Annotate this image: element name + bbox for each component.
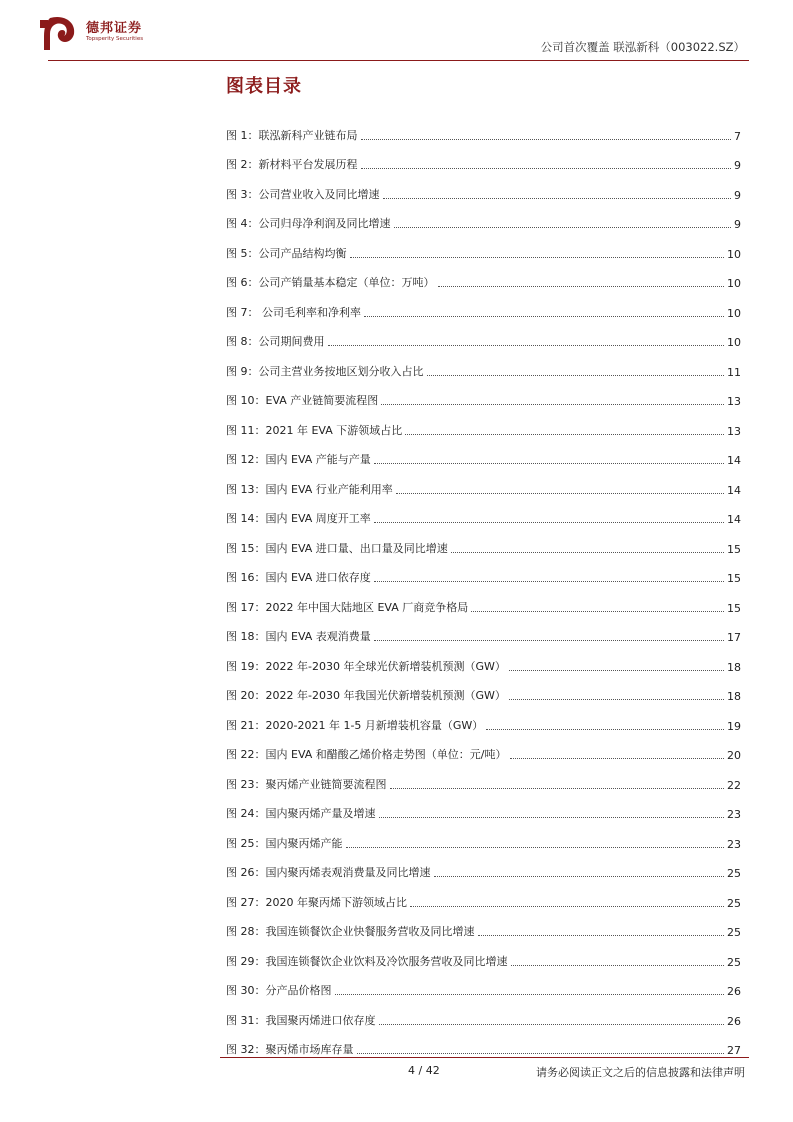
toc-dot-leader: [471, 611, 724, 612]
toc-dot-leader: [509, 670, 724, 671]
toc-entry-title: 图 23：聚丙烯产业链简要流程图: [226, 777, 387, 791]
toc-entry-page: 20: [727, 749, 741, 762]
toc-dot-leader: [328, 345, 725, 346]
toc-entry[interactable]: [226, 261, 741, 291]
toc-entry-page: 13: [727, 424, 741, 438]
toc-dot-leader: [434, 876, 725, 877]
toc-entry[interactable]: [226, 939, 741, 969]
toc-entry[interactable]: [226, 674, 741, 704]
toc-dot-leader: [427, 375, 725, 376]
toc-entry[interactable]: [226, 231, 741, 261]
toc-entry-title: 图 7： 公司毛利率和净利率: [226, 305, 361, 319]
toc-entry[interactable]: [226, 467, 741, 497]
toc-entry[interactable]: [226, 320, 741, 350]
toc-entry-page: 26: [727, 1014, 741, 1028]
toc-dot-leader: [361, 168, 732, 169]
toc-dot-leader: [390, 788, 725, 789]
toc-dot-leader: [396, 493, 724, 494]
toc-entry-title: 图 14：国内 EVA 周度开工率: [226, 512, 371, 525]
toc-entry-page: 19: [727, 719, 741, 733]
toc-dot-leader: [374, 522, 724, 523]
toc-entry-title: 图 24：国内聚丙烯产量及增速: [226, 807, 376, 820]
toc-entry-title: 图 10：EVA 产业链简要流程图: [226, 394, 379, 407]
toc-entry-page: 26: [727, 985, 741, 998]
report-tag: 公司首次覆盖 联泓新科（003022.SZ）: [540, 40, 745, 54]
toc-dot-leader: [478, 935, 725, 936]
toc-entry-title: 图 9：公司主营业务按地区划分收入占比: [226, 364, 424, 378]
toc-entry[interactable]: [226, 202, 741, 232]
toc-entry[interactable]: [226, 792, 741, 822]
toc-entry-title: 图 28：我国连锁餐饮企业快餐服务营收及同比增速: [226, 925, 475, 938]
logo-text: 德邦证券: [86, 21, 143, 36]
toc-dot-leader: [510, 758, 725, 759]
page-number: 4 / 42: [408, 1064, 440, 1077]
toc-entry[interactable]: [226, 438, 741, 468]
disclaimer-note: 请务必阅读正文之后的信息披露和法律声明: [536, 1066, 745, 1079]
toc-entry-page: 27: [727, 1044, 741, 1057]
toc-dot-leader: [335, 994, 725, 995]
toc-entry-page: 15: [727, 542, 741, 556]
toc-entry-page: 9: [734, 159, 741, 172]
toc-entry-title: 图 19：2022 年-2030 年全球光伏新增装机预测（GW）: [226, 659, 506, 673]
toc-entry-page: 14: [727, 483, 741, 497]
toc-dot-leader: [346, 847, 725, 848]
toc-entry-page: 7: [734, 129, 741, 143]
toc-entry-page: 25: [727, 955, 741, 969]
header-divider: [48, 60, 749, 61]
toc-entry[interactable]: [226, 821, 741, 851]
toc-entry[interactable]: [226, 733, 741, 763]
toc-entry-title: 图 1：联泓新科产业链布局: [226, 128, 358, 142]
toc-dot-leader: [394, 227, 732, 228]
toc-entry-page: 22: [727, 778, 741, 792]
toc-entry-title: 图 18：国内 EVA 表观消费量: [226, 630, 371, 643]
logo-subtext: Topsperity Securities: [86, 36, 144, 42]
toc-dot-leader: [350, 257, 725, 258]
toc-entry-title: 图 11：2021 年 EVA 下游领域占比: [226, 423, 403, 437]
toc-entry[interactable]: [226, 998, 741, 1028]
toc-entry-title: 图 12：国内 EVA 产能与产量: [226, 453, 371, 466]
toc-entry-title: 图 15：国内 EVA 进口量、出口量及同比增速: [226, 541, 448, 555]
toc-entry[interactable]: [226, 290, 741, 320]
toc-entry[interactable]: [226, 762, 741, 792]
toc-dot-leader: [364, 316, 724, 317]
toc-entry-page: 23: [727, 837, 741, 851]
toc-entry-title: 图 17：2022 年中国大陆地区 EVA 厂商竞争格局: [226, 600, 469, 614]
toc-dot-leader: [361, 139, 732, 140]
toc-dot-leader: [357, 1053, 725, 1054]
toc-entry-page: 17: [727, 631, 741, 644]
toc-entry-page: 11: [727, 365, 741, 379]
figure-list: [226, 113, 741, 1057]
toc-entry[interactable]: [226, 644, 741, 674]
toc-entry[interactable]: [226, 851, 741, 881]
toc-entry[interactable]: [226, 379, 741, 409]
toc-entry-page: 10: [727, 247, 741, 261]
toc-entry[interactable]: [226, 1028, 741, 1058]
toc-entry-page: 10: [727, 306, 741, 320]
toc-entry[interactable]: [226, 497, 741, 527]
toc-entry-page: 13: [727, 395, 741, 408]
toc-entry-title: 图 13：国内 EVA 行业产能利用率: [226, 482, 393, 496]
toc-entry-page: 25: [727, 867, 741, 880]
toc-dot-leader: [509, 699, 724, 700]
toc-entry[interactable]: [226, 526, 741, 556]
toc-entry[interactable]: [226, 585, 741, 615]
toc-entry-page: 15: [727, 601, 741, 615]
toc-entry-title: 图 32：聚丙烯市场库存量: [226, 1043, 354, 1056]
toc-entry-title: 图 5：公司产品结构均衡: [226, 246, 347, 260]
toc-entry-title: 图 16：国内 EVA 进口依存度: [226, 571, 371, 584]
toc-entry-title: 图 22：国内 EVA 和醋酸乙烯价格走势图（单位：元/吨）: [226, 748, 507, 761]
toc-entry[interactable]: [226, 703, 741, 733]
toc-entry[interactable]: [226, 615, 741, 645]
toc-entry-page: 18: [727, 660, 741, 674]
toc-dot-leader: [511, 965, 725, 966]
toc-entry-page: 18: [727, 690, 741, 703]
toc-entry-page: 25: [727, 896, 741, 910]
toc-entry-title: 图 20：2022 年-2030 年我国光伏新增装机预测（GW）: [226, 689, 506, 702]
company-logo: [38, 14, 148, 54]
toc-entry-page: 23: [727, 808, 741, 821]
toc-entry[interactable]: [226, 408, 741, 438]
toc-entry-page: 9: [734, 218, 741, 231]
section-title: 图表目录: [226, 76, 302, 97]
toc-entry-page: 25: [727, 926, 741, 939]
toc-entry-title: 图 4：公司归母净利润及同比增速: [226, 217, 391, 230]
toc-entry-title: 图 21：2020-2021 年 1-5 月新增装机容量（GW）: [226, 718, 484, 732]
toc-entry[interactable]: [226, 172, 741, 202]
toc-entry-page: 10: [727, 336, 741, 349]
footer-divider: [220, 1057, 749, 1058]
toc-dot-leader: [383, 198, 732, 199]
toc-entry[interactable]: [226, 910, 741, 940]
toc-entry-title: 图 29：我国连锁餐饮企业饮料及冷饮服务营收及同比增速: [226, 954, 508, 968]
company-logo-icon: [38, 14, 80, 54]
toc-dot-leader: [374, 581, 724, 582]
toc-dot-leader: [486, 729, 724, 730]
toc-dot-leader: [405, 434, 724, 435]
toc-entry[interactable]: [226, 969, 741, 999]
toc-entry-title: 图 3：公司营业收入及同比增速: [226, 187, 380, 201]
toc-dot-leader: [379, 1024, 725, 1025]
toc-entry-page: 14: [727, 513, 741, 526]
toc-dot-leader: [374, 640, 724, 641]
toc-dot-leader: [438, 286, 725, 287]
toc-entry-title: 图 2：新材料平台发展历程: [226, 158, 358, 171]
toc-entry[interactable]: [226, 349, 741, 379]
toc-entry[interactable]: [226, 143, 741, 173]
toc-entry-title: 图 30：分产品价格图: [226, 984, 332, 997]
toc-entry-title: 图 6：公司产销量基本稳定（单位：万吨）: [226, 276, 435, 289]
toc-entry[interactable]: [226, 113, 741, 143]
toc-entry-page: 10: [727, 277, 741, 290]
toc-entry-title: 图 27：2020 年聚丙烯下游领域占比: [226, 895, 407, 909]
toc-dot-leader: [410, 906, 724, 907]
toc-entry-title: 图 26：国内聚丙烯表观消费量及同比增速: [226, 866, 431, 879]
toc-dot-leader: [374, 463, 724, 464]
toc-entry[interactable]: [226, 556, 741, 586]
toc-entry[interactable]: [226, 880, 741, 910]
toc-entry-title: 图 8：公司期间费用: [226, 335, 325, 348]
toc-entry-page: 9: [734, 188, 741, 202]
toc-entry-title: 图 25：国内聚丙烯产能: [226, 836, 343, 850]
toc-entry-title: 图 31：我国聚丙烯进口依存度: [226, 1013, 376, 1027]
toc-dot-leader: [379, 817, 725, 818]
toc-entry-page: 14: [727, 454, 741, 467]
toc-entry-page: 15: [727, 572, 741, 585]
toc-dot-leader: [451, 552, 724, 553]
toc-dot-leader: [381, 404, 724, 405]
